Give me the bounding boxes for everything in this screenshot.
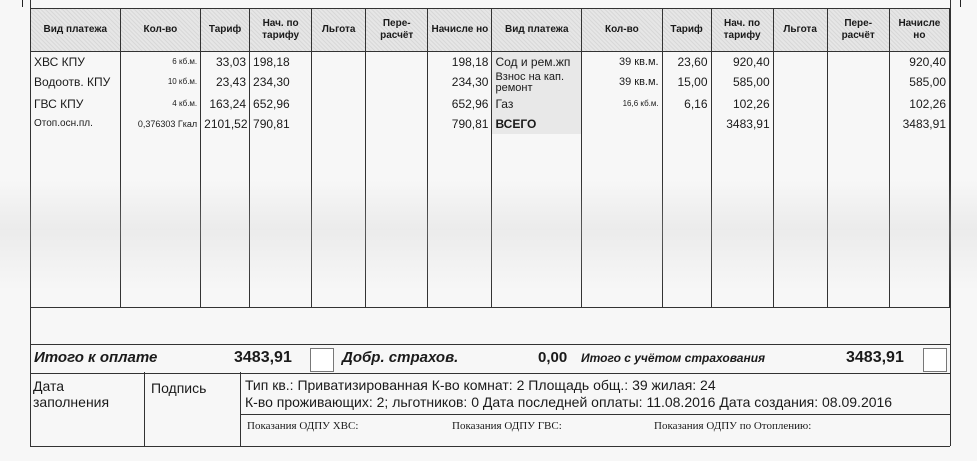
charge: 585,00 (711, 72, 773, 94)
charge: 3483,91 (711, 114, 773, 134)
tariff: 163,24 (201, 94, 250, 114)
right-border (950, 0, 951, 446)
benefit (312, 114, 366, 134)
divider (240, 414, 950, 415)
insurance-label: Добр. страхов. (342, 349, 459, 366)
checkbox[interactable] (923, 348, 947, 372)
col-header: Начисле но (428, 9, 492, 52)
table-header-row (31, 9, 950, 52)
accrued: 790,81 (428, 114, 492, 134)
quantity: 39 кв.м. (582, 52, 662, 73)
tariff: 33,03 (201, 52, 250, 73)
tariff: 2101,52 (201, 114, 250, 134)
table-row (31, 72, 950, 94)
top-frame (22, 0, 961, 7)
total-with-insurance-label: Итого с учётом страхования (581, 351, 766, 365)
quantity: 4 кб.м. (120, 94, 200, 114)
service-name-total: ВСЕГО (492, 114, 582, 134)
tariff (662, 114, 711, 134)
quantity (582, 114, 662, 134)
service-name: Газ (492, 94, 582, 114)
col-header: Нач. по тарифу (711, 9, 773, 52)
benefit (773, 114, 827, 134)
charge: 652,96 (250, 94, 312, 114)
benefit (773, 72, 827, 94)
service-name: Отоп.осн.пл. (31, 114, 121, 134)
accrued: 234,30 (428, 72, 492, 94)
col-header: Льгота (312, 9, 366, 52)
odpu-cold-water: Показания ОДПУ ХВС: (247, 420, 359, 432)
accrued: 3483,91 (889, 114, 949, 134)
recalc (366, 114, 428, 134)
benefit (312, 52, 366, 73)
charge: 102,26 (711, 94, 773, 114)
benefit (773, 52, 827, 73)
date-fill-label: Дата заполнения (33, 378, 110, 410)
col-header: Кол-во (120, 9, 200, 52)
accrued: 585,00 (889, 72, 949, 94)
col-header: Вид платежа (31, 9, 121, 52)
recalc (827, 52, 889, 73)
benefit (773, 94, 827, 114)
tariff: 23,43 (201, 72, 250, 94)
charge: 234,30 (250, 72, 312, 94)
quantity: 39 кв.м. (582, 72, 662, 94)
table-row (31, 114, 950, 134)
service-name: Водоотв. КПУ (31, 72, 121, 94)
recalc (827, 72, 889, 94)
charge: 790,81 (250, 114, 312, 134)
accrued: 652,96 (428, 94, 492, 114)
tariff: 15,00 (662, 72, 711, 94)
col-header: Пере-расчёт (827, 9, 889, 52)
divider (144, 372, 145, 446)
accrued: 920,40 (889, 52, 949, 73)
col-header: Тариф (662, 9, 711, 52)
checkbox[interactable] (310, 348, 334, 372)
accrued: 102,26 (889, 94, 949, 114)
quantity: 6 кб.м. (120, 52, 200, 73)
total-to-pay-value: 3483,91 (234, 349, 292, 366)
apartment-info-line1: Тип кв.: Приватизированная К-во комнат: 2 Площадь общ.: 39 жилая: 24 (245, 377, 716, 393)
col-header: Вид платежа (492, 9, 582, 52)
charges-table (30, 8, 950, 308)
total-with-insurance-value: 3483,91 (846, 349, 904, 366)
service-name: Взнос на кап. ремонт (492, 72, 582, 94)
col-header: Льгота (773, 9, 827, 52)
recalc (366, 94, 428, 114)
table-bottom-row (31, 294, 950, 308)
quantity: 10 кб.м. (120, 72, 200, 94)
total-to-pay-label: Итого к оплате (34, 349, 158, 366)
col-header: Кол-во (582, 9, 662, 52)
charge: 198,18 (250, 52, 312, 73)
quantity: 0,376303 Гкал (120, 114, 200, 134)
col-header: Тариф (201, 9, 250, 52)
recalc (827, 114, 889, 134)
col-header: Начисле но (889, 9, 949, 52)
apartment-info-line2: К-во проживающих: 2; льготников: 0 Дата последней оплаты: 11.08.2016 Дата создания: 08.09.2016 (245, 394, 893, 410)
col-header: Нач. по тарифу (250, 9, 312, 52)
service-name: Сод и рем.жп (492, 52, 582, 73)
totals-bar (30, 344, 950, 374)
col-header: Пере-расчёт (366, 9, 428, 52)
accrued: 198,18 (428, 52, 492, 73)
benefit (312, 72, 366, 94)
table-row (31, 94, 950, 114)
table-row (31, 52, 950, 73)
odpu-heating: Показания ОДПУ по Отоплению: (654, 420, 812, 432)
tariff: 23,60 (662, 52, 711, 73)
recalc (366, 52, 428, 73)
odpu-hot-water: Показания ОДПУ ГВС: (452, 420, 562, 432)
signature-label: Подпись (151, 380, 207, 396)
recalc (366, 72, 428, 94)
table-filler-row (31, 134, 950, 294)
benefit (312, 94, 366, 114)
tariff: 6,16 (662, 94, 711, 114)
divider (240, 372, 241, 446)
service-name: ГВС КПУ (31, 94, 121, 114)
quantity: 16,6 кб.м. (582, 94, 662, 114)
insurance-value: 0,00 (538, 349, 568, 366)
recalc (827, 94, 889, 114)
charge: 920,40 (711, 52, 773, 73)
info-block (30, 372, 950, 447)
service-name: ХВС КПУ (31, 52, 121, 73)
